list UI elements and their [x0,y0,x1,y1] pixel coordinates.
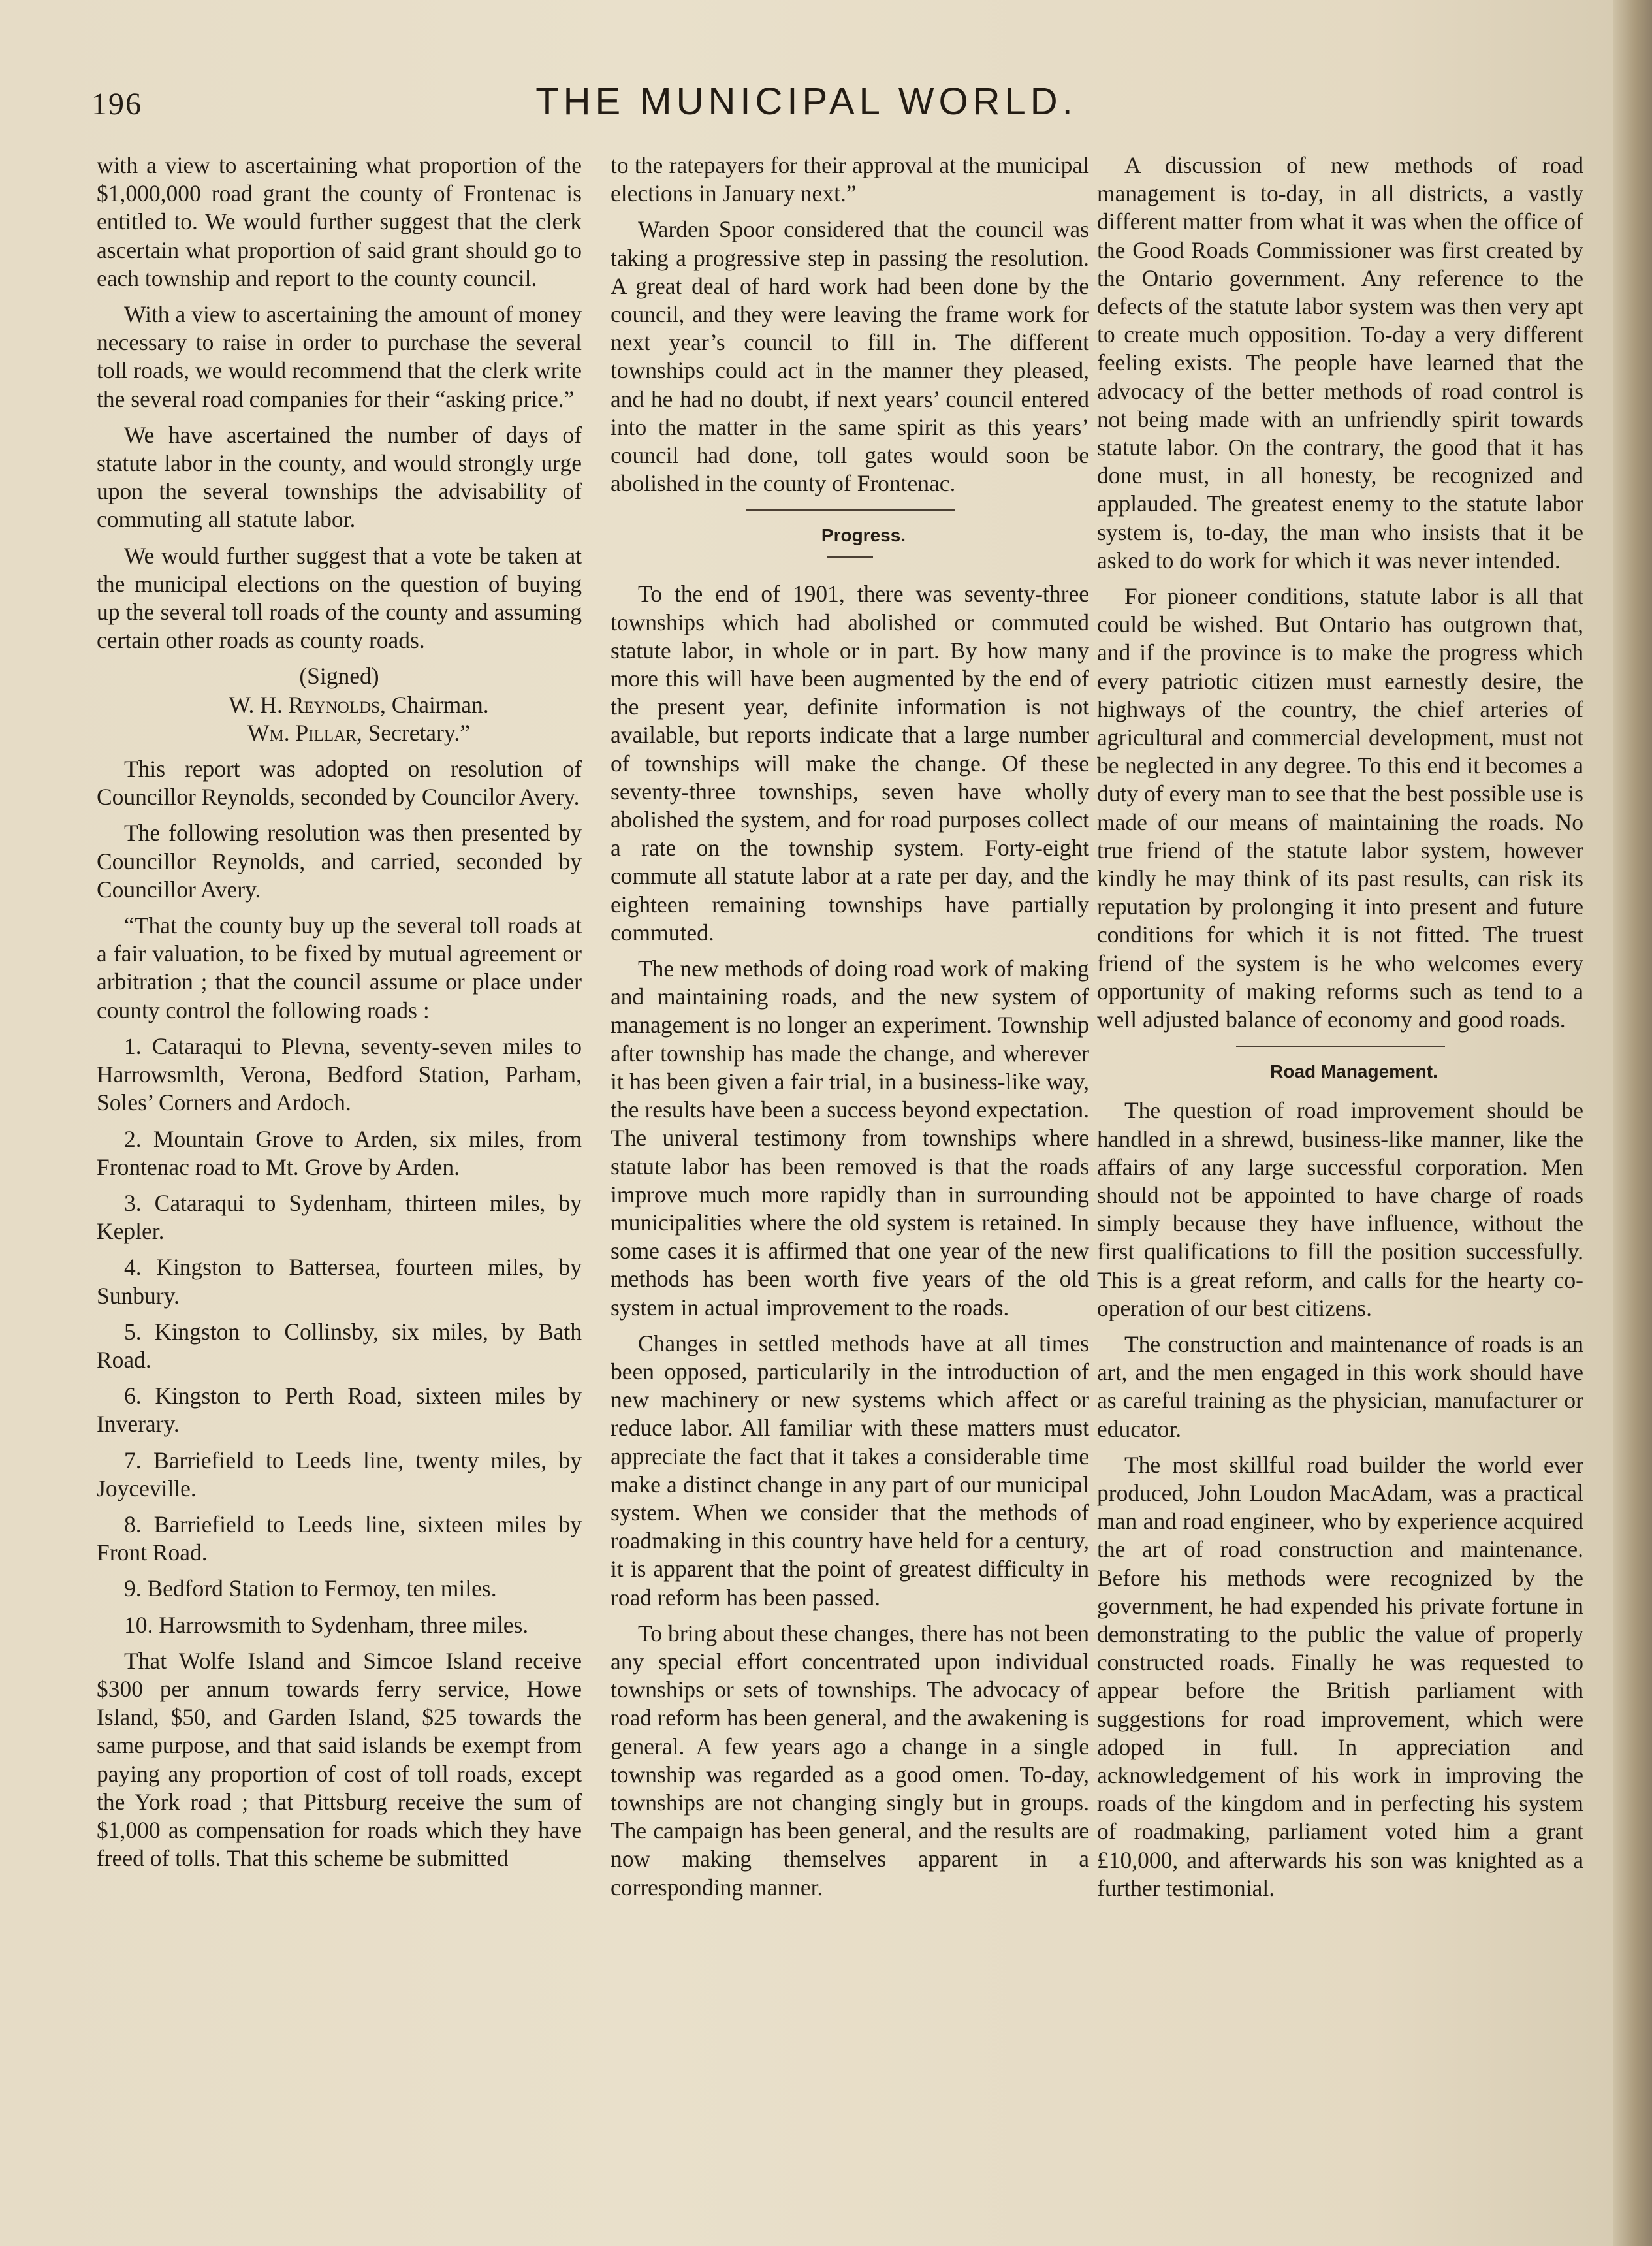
paragraph: With a view to ascertaining the amount of money necessary to raise in order to purchase the several toll roads, we would recommend that the clerk write the several road companies for their “asking price.” [97,301,582,412]
paragraph: The most skillful road builder the world ever produced, John Loudon MacAdam, was a practical man and road engineer, who by experience acquired the art of road construction and maintenance. Before his methods were recognized by the government, he had expended his private fortune in demonstrating to the public the value of properly constructed roads. Finally he was requested to appear before the British parliament with suggestions for road improvement, which were adoped in full. In appreciation and acknowledgement of his work in improving the roads of the kingdom and in perfecting his system of roadmaking, parliament voted him a grant £10,000, and afterwards his son was knighted as a further testimonial. [1097,1451,1583,1901]
signatory-name: Wm. Pillar [247,719,357,746]
road-list-item: 6. Kingston to Perth Road, sixteen miles by Inverary. [97,1383,582,1437]
paragraph: For pioneer conditions, statute labor is all that could be wished. But Ontario has outgrown that, and if the province is to make the progress which every patriotic citizen must earnestly desire, the highways of the country, the chief arteries of agricultural and commercial development, must not be neglected in any degree. To this end it becomes a duty of every man to see that the best possible use is made of our means of maintaining the roads. No true friend of the statute labor system, however kindly he may think of its past results, can risk its reputation by prolonging it into present and future conditions for which it is not fitted. The truest friend of the system is he who welcomes every opportunity of making reforms such as tend to a well adjusted balance of economy and good roads. [1097,583,1583,1033]
paragraph: To the end of 1901, there was seventy-three townships which had abolished or commuted statute labor, in whole or in part. By how many more this will have been augmented by the end of the present year, definite information is not available, but reports indicate that a large number of townships will make the change. Of these seventy-three townships, seven have wholly abolished the system, and for road purposes collect a rate on the township system. Forty-eight commute all statute labor at a rate per day, and the eighteen remaining townships have partially commuted. [611,581,1089,946]
column-left [97,152,582,1880]
signature-secretary [97,719,582,747]
page-number: 196 [91,87,142,121]
section-divider [1236,1046,1445,1047]
paragraph: “That the county buy up the several toll roads at a fair valuation, to be fixed by mutual agreement or arbitration ; that the council assume or place under county control the following roads : [97,912,582,1023]
signed-label: (Signed) [299,663,379,690]
signature-chairman [97,691,582,719]
paragraph: A discussion of new methods of road management is to-day, in all districts, a vastly different matter from what it was when the office of the Good Roads Commissioner was first created by the Ontario government. Any reference to the defects of the statute labor system was then very apt to create much opposition. To-day a very different feeling exists. The people have learned that the advocacy of the better methods of road control is not being made with an unfriendly spirit towards statute labor. On the contrary, the good that it has done must, in all honesty, be recognized and applauded. The greatest enemy to the statute labor system is, to-day, the man who insists that it be asked to do work for which it was never intended. [1097,152,1583,573]
paragraph: The construction and maintenance of roads is an art, and the men engaged in this work should have as careful training as the physician, manufacturer or educator. [1097,1330,1583,1442]
paragraph: Warden Spoor considered that the council was taking a progressive step in passing the resolution. A great deal of hard work had been done by the council, and they were leaving the frame work for next year’s council to fill in. The different townships could act in the manner they pleased, and he had no doubt, if next years’ council entered into the matter in the same spirit as this years’ council had done, toll gates would soon be abolished in the county of Frontenac. [611,216,1089,497]
paragraph: The new methods of doing road work of making and maintaining roads, and the new system of management is no longer an experiment. Township after township has made the change, and wherever it has been given a fair trial, in a business-like way, the results have been a success beyond expectation. The univeral testimony from townships where statute labor has been removed is that the roads improve much more rapidly than in surrounding municipalities where the old system is retained. In some cases it is affirmed that one year of the new methods has been worth five years of the old system in actual improvement to the roads. [611,955,1089,1321]
section-heading-progress: Progress. [821,525,906,546]
heading-rule [827,556,873,558]
road-list-item: 4. Kingston to Battersea, fourteen miles, by Sunbury. [97,1254,582,1309]
column-middle [611,152,1089,1910]
paragraph: The following resolution was then presented by Councillor Reynolds, and carried, seconded by Councillor Avery. [97,820,582,903]
paragraph: with a view to ascertaining what proportion of the $1,000,000 road grant the county of Frontenac is entitled to. We would further suggest that the clerk ascertain what proportion of said grant should go to each township and report to the county council. [97,152,582,291]
road-list-item: 9. Bedford Station to Fermoy, ten miles. [124,1575,497,1602]
signatory-role: , Secretary.” [356,719,470,746]
paragraph: We have ascertained the number of days of statute labor in the county, and would strongly urge upon the several townships the advisability of commuting all statute labor. [97,421,582,533]
road-list-item: 5. Kingston to Collinsby, six miles, by Bath Road. [97,1318,582,1373]
paragraph: We would further suggest that a vote be taken at the municipal elections on the question of buying up the several toll roads of the county and assuming certain other roads as county roads. [97,542,582,654]
paragraph: This report was adopted on resolution of Councillor Reynolds, seconded by Councilor Avery. [97,756,582,810]
road-list-item: 10. Harrowsmith to Sydenham, three miles. [124,1611,529,1638]
signatory-role: , Chairman. [380,691,489,718]
paragraph: That Wolfe Island and Simcoe Island receive $300 per annum towards ferry service, Howe Island, $50, and Garden Island, $25 towards the same purpose, and that said islands be exempt from paying any proportion of cost of toll roads, except the York road ; that Pittsburg receive the sum of $1,000 as compensation for roads which they have freed of tolls. That this scheme be submitted [97,1647,582,1872]
road-list-item: 2. Mountain Grove to Arden, six miles, from Frontenac road to Mt. Grove by Arden. [97,1125,582,1180]
road-list-item: 7. Barriefield to Leeds line, twenty miles, by Joyceville. [97,1447,582,1501]
road-list-item: 3. Cataraqui to Sydenham, thirteen miles, by Kepler. [97,1189,582,1245]
paragraph: The question of road improvement should be handled in a shrewd, business-like manner, like the affairs of any large successful corporation. Men should not be appointed to have charge of roads simply because they have influence, without the first qualifications to fill the position successfully. This is a great reform, and calls for the hearty co-operation of our best citizens. [1097,1097,1583,1321]
paragraph: to the ratepayers for their approval at the municipal elections in January next.” [611,152,1089,207]
signatory-name: W. H. Reynolds [229,691,381,718]
paragraph: To bring about these changes, there has not been any special effort concentrated upon individual townships or sets of townships. The advocacy of road reform has been general, and the awakening is general. A few years ago a change in a single township was regarded as a good omen. To-day, townships are not changing singly but in groups. The campaign has been general, and the results are now making themselves apparent in a corresponding manner. [611,1620,1089,1901]
section-divider [746,509,955,511]
column-right [1097,152,1583,1910]
paragraph: Changes in settled methods have at all times been opposed, particularily in the introduction of new machinery or new systems which affect or reduce labor. All familiar with these matters must appreciate the fact that it takes a considerable time make a distinct change in any part of our municipal system. When we consider that the methods of roadmaking in this country have held for a century, it is apparent that the point of greatest difficulty in road reform has been passed. [611,1330,1089,1611]
page-header [91,77,1521,136]
page-binding-edge [1613,0,1652,2246]
page-title: THE MUNICIPAL WORLD. [535,80,1077,123]
road-list-item: 8. Barriefield to Leeds line, sixteen miles by Front Road. [97,1511,582,1566]
section-heading-road-management: Road Management. [1270,1061,1438,1082]
road-list-item: 1. Cataraqui to Plevna, seventy-seven miles to Harrowsmlth, Verona, Bedford Station, Parham, Soles’ Corners and Ardoch. [97,1033,582,1116]
